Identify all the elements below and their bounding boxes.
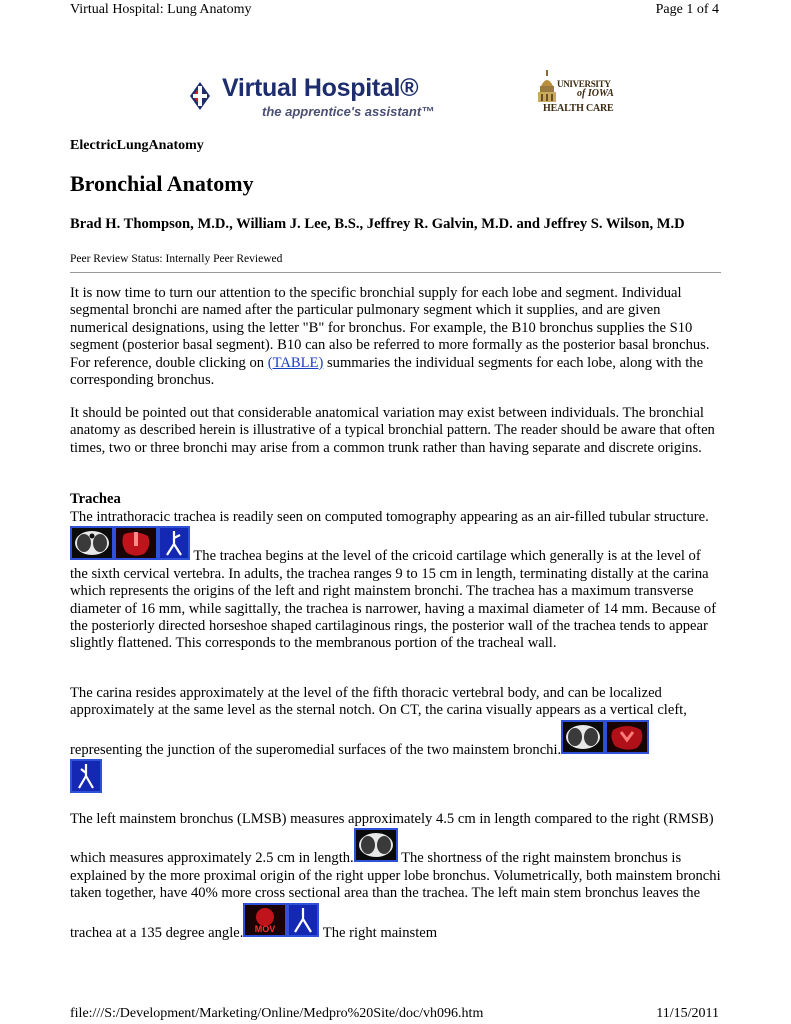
mainstem-text-start: The left mainstem bronchus (LMSB) measures approximately 4.5 cm in length compared to the right (RMSB) which measures approximately 2.5 cm in length.	[70, 811, 714, 867]
mov-label: MOV	[255, 923, 276, 934]
mainstem-movie-thumbnail-icon[interactable]	[243, 903, 287, 937]
print-footer-url: file:///S:/Development/Marketing/Online/Medpro%20Site/doc/vh096.htm	[70, 1006, 484, 1021]
trachea-text-start: The intrathoracic trachea is readily seen on computed tomography appearing as an air-filled tubular structure.	[70, 509, 709, 525]
variation-paragraph: It should be pointed out that considerable anatomical variation may exist between individuals. The bronchial anatomy as described herein is illustrative of a typical bronchial pattern. The reader should be aware that often times, two or three bronchi may arise from a common trunk rather than having separate and discrete origins.	[70, 405, 715, 456]
section-label: ElectricLungAnatomy	[70, 138, 204, 153]
page-title: Bronchial Anatomy	[70, 171, 254, 196]
table-link[interactable]: (TABLE)	[267, 354, 324, 371]
health-care-wordmark: HEALTH CARE	[543, 103, 614, 114]
carina-paragraph	[70, 685, 722, 799]
mainstem-airway-thumbnail-icon[interactable]	[287, 903, 319, 937]
authors: Brad H. Thompson, M.D., William J. Lee, B.S., Jeffrey R. Galvin, M.D. and Jeffrey S. Wilson, M.D	[70, 216, 685, 232]
trachea-heading: Trachea	[70, 491, 121, 507]
of-iowa-wordmark: of IOWA	[577, 88, 614, 99]
trachea-3d-thumbnail-icon[interactable]	[114, 526, 158, 560]
trachea-text-end: The trachea begins at the level of the cricoid cartilage which generally is at the level of the sixth cervical vertebra. In adults, the trachea ranges 9 to 15 cm in length, terminating distally at the carina which represents the origins of the left and right mainstem bronchi. The trachea has a maximum transverse diameter of 16 mm, while sagittally, the trachea is narrower, having a maximal diameter of 14 mm. Because of the posteriorly directed horseshoe shaped cartilaginous rings, the posterior wall of the trachea tends to appear slightly flattened. This corresponds to the membranous portion of the tracheal wall.	[70, 548, 717, 652]
print-header-title: Virtual Hospital: Lung Anatomy	[70, 2, 252, 17]
virtual-hospital-title: Virtual Hospital®	[222, 74, 419, 102]
carina-airway-thumbnail-icon[interactable]	[70, 759, 102, 793]
carina-3d-thumbnail-icon[interactable]	[605, 720, 649, 754]
mainstem-paragraph	[70, 811, 722, 942]
mainstem-text-middle: The shortness of the right mainstem bronchus is explained by the more proximal origin of the right upper lobe bronchus. Volumetrically, both mainstem bronchi taken together, have 40% more cross sectional area than the trachea. The left main stem bronchus leaves the trachea at a 135 degree angle.	[70, 850, 721, 941]
print-header-page: Page 1 of 4	[655, 2, 719, 17]
trachea-paragraph	[70, 509, 722, 653]
carina-ct-thumbnail-icon[interactable]	[561, 720, 605, 754]
intro-text-end: summaries the individual segments for each lobe, along with the corresponding bronchus.	[70, 354, 704, 389]
carina-text: The carina resides approximately at the level of the fifth thoracic vertebral body, and can be localized approximately at the same level as the sternal notch. On CT, the carina visually appears as a vertical cleft, representing the junction of the superomedial surfaces of the two mainstem bronchi.	[70, 685, 687, 758]
mainstem-text-end: The right mainstem	[319, 924, 438, 941]
peer-review-status: Peer Review Status: Internally Peer Reviewed	[70, 253, 283, 265]
mainstem-ct-thumbnail-icon[interactable]	[354, 828, 398, 862]
divider	[70, 272, 721, 273]
intro-text: It is now time to turn our attention to the specific bronchial supply for each lobe and segment. Individual segmental bronchi are named after the particular pulmonary segment which it supplies, and are given numerical designations, using the letter "B" for bronchus. For example, the B10 bronchus supplies the S10 segment (posterior basal segment). B10 can also be referred to more formally as the posterior basal bronchus. For reference, double clicking on	[70, 285, 710, 371]
university-wordmark: UNIVERSITY	[557, 79, 611, 89]
print-footer-date: 11/15/2011	[656, 1006, 719, 1021]
university-of-iowa-logo[interactable]	[537, 70, 617, 120]
trachea-airway-thumbnail-icon[interactable]	[158, 526, 190, 560]
virtual-hospital-tagline: the apprentice's assistant™	[262, 104, 435, 119]
virtual-hospital-mark-icon	[184, 80, 216, 112]
intro-paragraph	[70, 285, 722, 389]
virtual-hospital-logo[interactable]	[184, 74, 435, 128]
trachea-ct-thumbnail-icon[interactable]	[70, 526, 114, 560]
